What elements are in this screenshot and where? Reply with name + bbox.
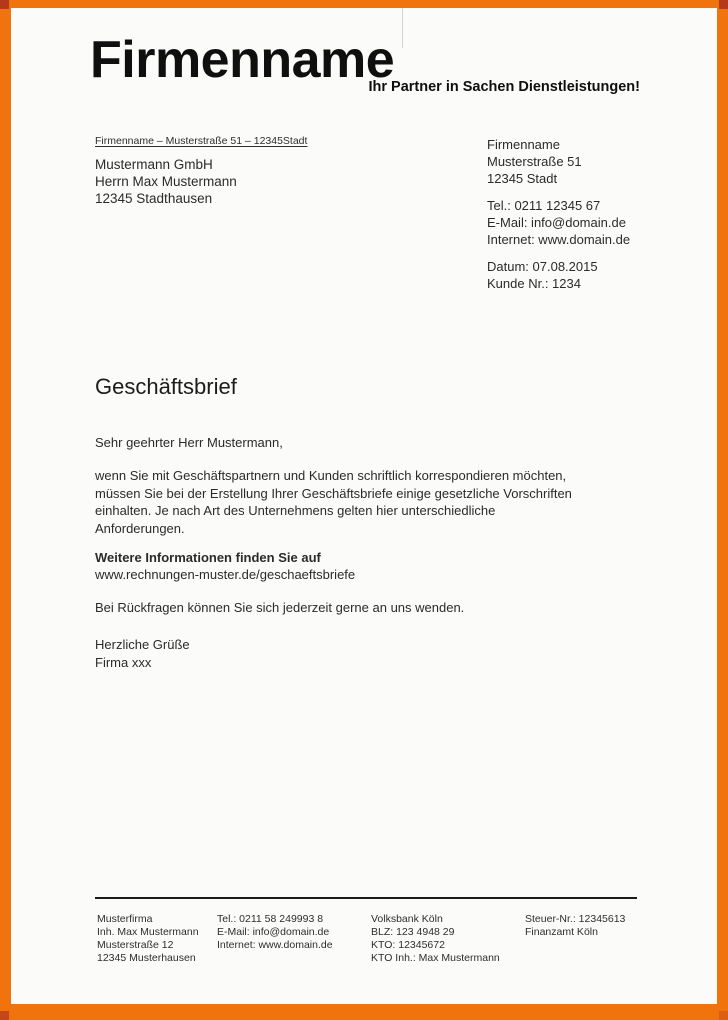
letter-subject: Geschäftsbrief [95,374,237,399]
salutation: Sehr geehrter Herr Mustermann, [95,435,283,450]
closing-signature: Herzliche Grüße Firma xxx [95,637,190,670]
recipient-address: Mustermann GmbH Herrn Max Mustermann 12345 Stadthausen [95,157,237,206]
letter-page [11,8,717,1004]
footer-bank-column: Volksbank Köln BLZ: 123 4948 29 KTO: 12345672 KTO Inh.: Max Mustermann [371,913,500,964]
frame-corner-top-left [0,0,9,9]
scan-artifact-line [402,8,403,48]
frame-corner-bottom-left [0,1011,9,1020]
footer-contact-column: Tel.: 0211 58 249993 8 E-Mail: info@domain.de Internet: www.domain.de [217,913,333,951]
company-address: Firmenname Musterstraße 51 12345 Stadt [487,137,582,186]
body-paragraph-2: Bei Rückfragen können Sie sich jederzeit gerne an uns wenden. [95,600,465,615]
more-info-label: Weitere Informationen finden Sie auf [95,550,321,565]
sender-return-address: Firmenname – Musterstraße 51 – 12345Stadt [95,135,308,147]
info-url-text: www.rechnungen-muster.de/geschaeftsbriefe [95,567,356,582]
frame-corner-top-right [719,0,728,9]
body-paragraph-1: wenn Sie mit Geschäftspartnern und Kunden schriftlich korrespondieren möchten, müssen Sie bei der Erstellung Ihrer Geschäftsbriefe einige gesetzliche Vorschriften einhalten. Je nach Art des Unternehmens gelten hier unterschiedliche Anforderungen. [95,468,572,536]
company-contact: Tel.: 0211 12345 67 E-Mail: info@domain.de Internet: www.domain.de [487,198,631,247]
company-info-block [487,136,630,302]
frame-corner-bottom-right [719,1011,728,1020]
company-logo-text: Firmenname [90,31,395,89]
footer-divider [95,897,637,899]
footer-tax-column: Steuer-Nr.: 12345613 Finanzamt Köln [525,913,626,938]
letter-meta: Datum: 07.08.2015 Kunde Nr.: 1234 [487,259,598,291]
company-tagline: Ihr Partner in Sachen Dienstleistungen! [368,79,640,95]
footer-company-column: Musterfirma Inh. Max Mustermann Musterstraße 12 12345 Musterhausen [97,913,199,964]
